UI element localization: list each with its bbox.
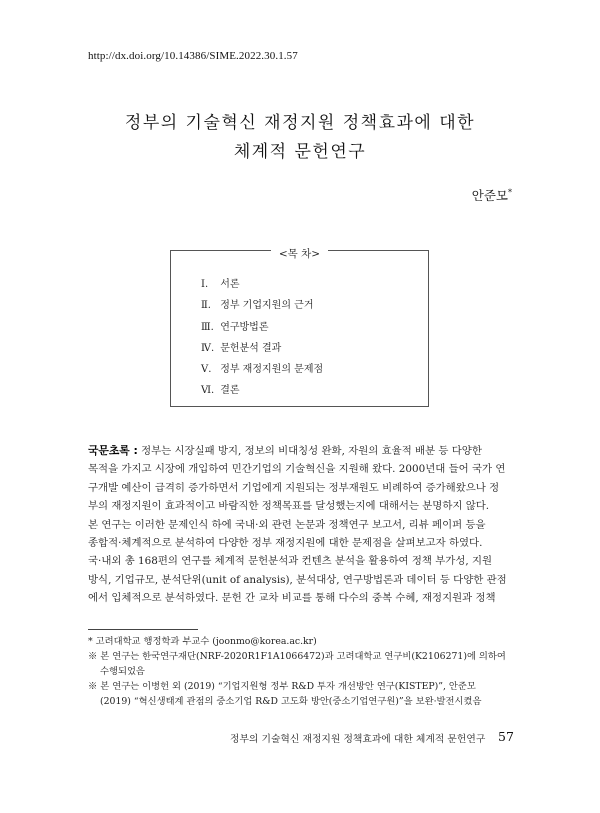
running-header: 정부의 기술혁신 재정지원 정책효과에 대한 체계적 문헌연구 — [230, 734, 486, 745]
toc-item-number: Ⅳ. — [201, 342, 215, 354]
abstract-text: 정부는 시장실패 방지, 정보의 비대칭성 완화, 자원의 효율적 배분 등 다양한 — [141, 445, 482, 457]
footnote-text: 본 연구는 한국연구재단(NRF-2020R1F1A1066472)과 고려대학교 연구비(K2106271)에 의하여 — [100, 651, 506, 662]
abstract-line — [88, 442, 514, 460]
footnote-text: 수행되었음 — [100, 666, 145, 677]
toc-item — [201, 317, 323, 338]
abstract-line: 구개발 예산이 급격히 증가하면서 기업에게 지원되는 정부재원도 비례하여 증가해왔으나 정 — [88, 481, 500, 494]
toc-item-label: 문헌분석 결과 — [220, 342, 282, 354]
toc-item-label: 결론 — [220, 385, 240, 397]
toc-item-label: 정부 재정지원의 문제점 — [220, 364, 324, 376]
footnote-mark: ※ — [88, 681, 98, 692]
author — [472, 186, 512, 204]
toc-item-number: Ⅰ. — [201, 279, 209, 290]
abstract-line: 목적을 가지고 시장에 개입하여 민간기업의 기술혁신을 지원해 왔다. 2000년대 들어 국가 연 — [88, 463, 506, 476]
toc-item-number: Ⅱ. — [201, 300, 211, 312]
author-mark: * — [508, 187, 512, 197]
footnote-continuation — [88, 694, 518, 709]
abstract-line: 방식, 기업규모, 분석단위(unit of analysis), 분석대상, 연구방법론과 데이터 등 다양한 관점 — [88, 573, 507, 586]
footnote — [88, 679, 518, 694]
toc-list — [201, 274, 323, 402]
abstract-line: 국·내외 총 168편의 연구를 체계적 문헌분석과 컨텐츠 분석을 활용하여 정책 부가성, 지원 — [88, 555, 493, 568]
korean-abstract — [88, 442, 514, 608]
toc-item-number: Ⅴ. — [201, 364, 212, 376]
title-line-2: 체계적 문헌연구 — [233, 142, 367, 162]
abstract-label: 국문초록 : — [88, 444, 138, 457]
abstract-line: 종합적·체계적으로 분석하여 다양한 정부 재정지원에 대한 문제점을 살펴보고자 하였다. — [88, 536, 483, 549]
toc-item-number: Ⅵ. — [201, 385, 215, 397]
footnote — [88, 649, 518, 664]
footnote-continuation — [88, 664, 518, 679]
toc-item — [201, 359, 323, 380]
toc-item-label: 서론 — [220, 279, 240, 290]
footnote-text: 본 연구는 이병헌 외 (2019) “기업지원형 정부 R&D 투자 개선방안 연구(KISTEP)”, 안준모 — [100, 681, 476, 692]
author-name: 안준모 — [471, 188, 508, 203]
abstract-line: 에서 입체적으로 분석하였다. 문헌 간 교차 비교를 통해 다수의 중복 수혜, 재정지원과 정책 — [88, 592, 496, 605]
footnote-divider — [88, 629, 198, 630]
toc-heading-wrap — [171, 242, 428, 261]
toc-item-label: 연구방법론 — [220, 321, 269, 333]
title-line-1: 정부의 기술혁신 재정지원 정책효과에 대한 — [124, 113, 476, 133]
toc-item — [201, 274, 323, 295]
toc-heading: <목 차> — [271, 248, 328, 260]
footnote-text: (2019) “혁신생태계 관점의 중소기업 R&D 고도화 방안(중소기업연구원)”을 보완·발전시켰음 — [100, 696, 482, 707]
abstract-line: 본 연구는 이러한 문제인식 하에 국내·외 관련 논문과 정책연구 보고서, 리뷰 페이퍼 등을 — [88, 518, 486, 531]
toc-item — [201, 295, 323, 316]
abstract-line: 부의 재정지원이 효과적이고 바람직한 정책목표를 달성했는지에 대해서는 분명하지 않다. — [88, 500, 490, 513]
footnotes — [88, 634, 518, 709]
toc-item-number: Ⅲ. — [201, 321, 214, 333]
toc-item — [201, 338, 323, 359]
page-number: 57 — [498, 729, 514, 744]
footnote — [88, 634, 518, 649]
toc-item — [201, 380, 323, 401]
table-of-contents — [170, 250, 429, 407]
doi-link[interactable]: http://dx.doi.org/10.14386/SIME.2022.30.1.57 — [88, 50, 298, 62]
footnote-mark: ※ — [88, 651, 98, 662]
footnote-mark: * — [88, 636, 93, 647]
toc-item-label: 정부 기업지원의 근거 — [220, 300, 314, 312]
footnote-text: 고려대학교 행정학과 부교수 (joonmo@korea.ac.kr) — [95, 636, 317, 647]
